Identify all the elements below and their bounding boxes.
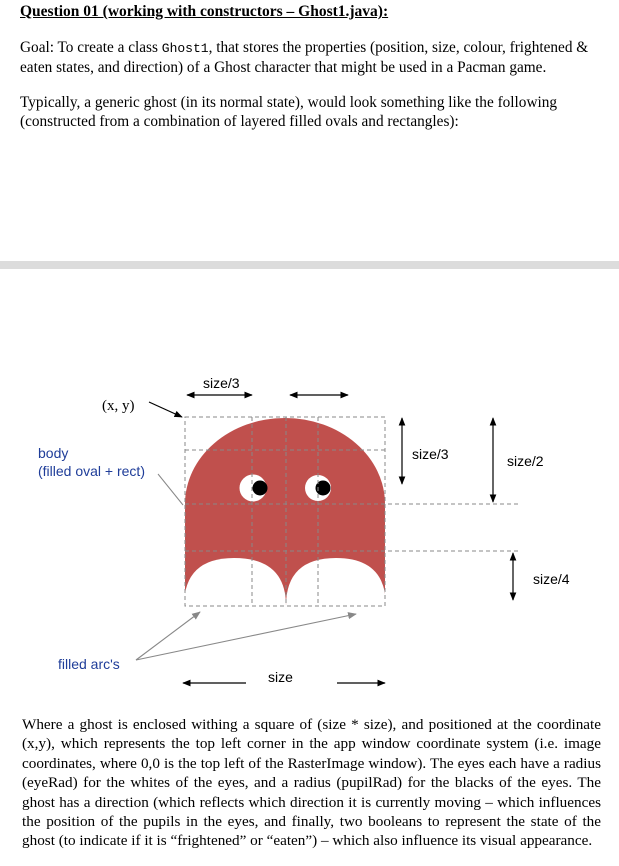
- pupil-left: [253, 481, 268, 496]
- arc-pointer-2: [136, 614, 356, 660]
- goal-suffix: , that stores the properties (position, size, colour, frightened & eaten states, and direction) of a Ghost character that might be used in a Pacman game.: [20, 39, 589, 76]
- label-dim-right3: size/4: [533, 571, 570, 587]
- xy-arrow: [149, 402, 182, 417]
- intro-paragraph: Typically, a generic ghost (in its normal state), would look something like the following (constructed from a combination of layered filled ovals and rectangles):: [20, 94, 558, 130]
- label-body: body: [38, 445, 69, 461]
- label-body-desc: (filled oval + rect): [38, 463, 145, 479]
- class-name: Ghost1: [161, 41, 209, 56]
- question-heading: Question 01 (working with constructors – Ghost1.java):: [20, 3, 389, 20]
- label-arcs: filled arc's: [58, 656, 120, 672]
- description-paragraph: Where a ghost is enclosed withing a square of (size * size), and positioned at the coordinate (x,y), which represents the top left corner in the app window coordinate system (i.e. image coordinates, where 0,0 is the top left of the RasterImage window). The eyes each have a radius (eyeRad) for the whites of the eyes, and a radius (pupilRad) for the blacks of the eyes. The ghost has a direction (which reflects which direction it is currently moving – which influences the position of the pupils in the eyes, and finally, two booleans to represent the state of the ghost (to indicate if it is “frightened” or “eaten”) – which also influence its visual appearance.: [22, 716, 601, 850]
- label-dim-right2: size/2: [507, 453, 544, 469]
- label-dim-right1: size/3: [412, 446, 449, 462]
- goal-prefix: Goal: To create a class: [20, 39, 162, 56]
- label-dim-bottom: size: [268, 669, 293, 685]
- label-xy: (x, y): [102, 398, 135, 414]
- body-pointer: [158, 474, 183, 505]
- label-dim-top: size/3: [203, 375, 240, 391]
